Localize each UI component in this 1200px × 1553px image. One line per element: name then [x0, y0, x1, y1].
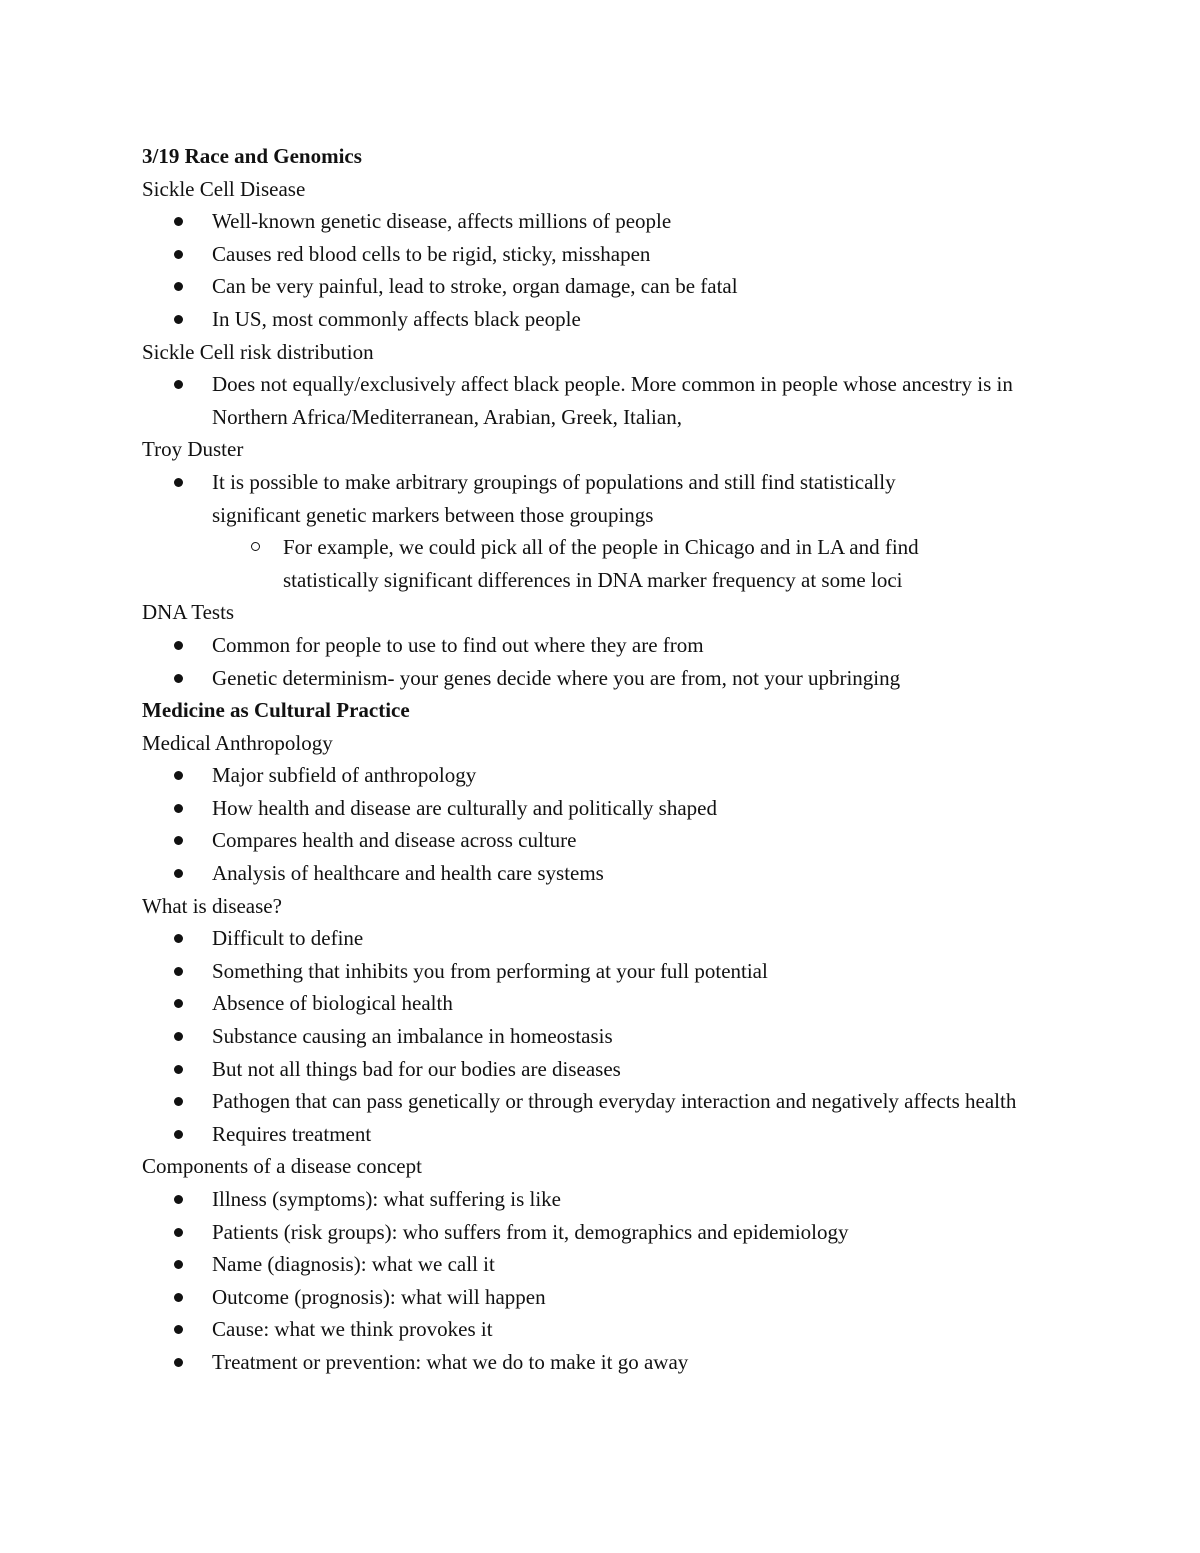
bullet-icon — [174, 315, 183, 324]
bullet-icon — [174, 1032, 183, 1041]
bullet-icon — [174, 1065, 183, 1074]
list-item — [142, 1248, 1082, 1281]
list-item — [142, 1085, 1042, 1118]
bullet-list — [142, 368, 1082, 433]
bullet-icon — [174, 836, 183, 845]
list-item — [142, 1281, 1082, 1314]
list-item — [142, 662, 1082, 695]
list-item-text: In US, most commonly affects black people — [212, 306, 581, 331]
bullet-icon — [174, 771, 183, 780]
list-item-text: Causes red blood cells to be rigid, sticky, misshapen — [212, 241, 651, 266]
list-item-text: But not all things bad for our bodies are diseases — [212, 1056, 621, 1081]
group-title: DNA Tests — [142, 600, 235, 625]
bullet-icon — [174, 934, 183, 943]
bullet-list — [142, 466, 1082, 531]
list-item — [142, 1216, 1082, 1249]
list-item — [142, 205, 1082, 238]
sub-bullet-list — [212, 531, 1082, 596]
list-item-text: Substance causing an imbalance in homeostasis — [212, 1024, 613, 1049]
bullet-icon — [174, 869, 183, 878]
bullet-list — [142, 205, 1082, 335]
list-item — [142, 1183, 1082, 1216]
list-item — [142, 1053, 1082, 1086]
bullet-icon — [174, 999, 183, 1008]
list-item-text: Does not equally/exclusively affect black people. More common in people whose ancestry is in Northern Africa/Mediterranean, Arabian, Greek, Italian, — [212, 372, 1013, 429]
bullet-icon — [174, 967, 183, 976]
list-item-text: Name (diagnosis): what we call it — [212, 1252, 495, 1277]
list-item-text: Illness (symptoms): what suffering is like — [212, 1187, 561, 1211]
list-item-text: Treatment or prevention: what we do to make it go away — [212, 1349, 689, 1374]
list-item — [142, 238, 1082, 271]
list-item-text: It is possible to make arbitrary groupings of populations and still find statistically significant genetic markers between those groupings — [212, 469, 896, 527]
list-item — [142, 629, 1082, 662]
list-item — [142, 955, 1082, 988]
group-title: What is disease? — [142, 893, 282, 918]
group-title: Troy Duster — [142, 437, 244, 462]
bullet-icon — [174, 1325, 183, 1334]
bullet-icon — [174, 1228, 183, 1237]
bullet-list — [142, 629, 1082, 694]
list-item-text: Well-known genetic disease, affects millions of people — [212, 209, 672, 234]
list-item — [142, 824, 1082, 857]
bullet-icon — [174, 217, 183, 226]
list-item — [142, 1313, 1082, 1346]
bullet-icon — [174, 804, 183, 813]
list-item-text: Can be very painful, lead to stroke, organ damage, can be fatal — [212, 274, 738, 299]
bullet-icon — [174, 1293, 183, 1302]
list-item-text: Genetic determinism- your genes decide where you are from, not your upbringing — [212, 665, 901, 690]
list-item — [142, 922, 1082, 955]
bullet-icon — [174, 1260, 183, 1269]
list-item-text: Major subfield of anthropology — [212, 763, 477, 788]
list-item-text: Requires treatment — [212, 1121, 372, 1146]
list-item — [142, 759, 1082, 792]
bullet-icon — [174, 1195, 183, 1204]
list-item-text: Cause: what we think provokes it — [212, 1317, 493, 1342]
sub-list-item — [212, 531, 1003, 596]
list-item-text: Common for people to use to find out where they are from — [212, 632, 704, 657]
bullet-list — [142, 759, 1082, 889]
group-title: Sickle Cell Disease — [142, 176, 306, 201]
list-item — [142, 857, 1082, 890]
bullet-list — [142, 1183, 1082, 1379]
group-title: Medical Anthropology — [142, 730, 333, 755]
bullet-icon — [174, 1097, 183, 1106]
document-page — [142, 140, 1082, 1379]
list-item-text: Compares health and disease across culture — [212, 828, 577, 853]
list-item-text: Pathogen that can pass genetically or through everyday interaction and negatively affects health — [212, 1089, 1017, 1114]
list-item-text: How health and disease are culturally and politically shaped — [212, 795, 717, 820]
list-item — [142, 987, 1082, 1020]
bullet-icon — [174, 282, 183, 291]
list-item — [142, 466, 972, 531]
group-title: Sickle Cell risk distribution — [142, 339, 374, 364]
bullet-icon — [174, 1358, 183, 1367]
list-item — [142, 1020, 1082, 1053]
bullet-icon — [174, 478, 183, 487]
bullet-list — [142, 922, 1082, 1150]
list-item — [142, 368, 1052, 433]
list-item — [142, 792, 1082, 825]
list-item-text: Analysis of healthcare and health care systems — [212, 861, 604, 886]
list-item-text: Difficult to define — [212, 926, 364, 951]
nested-list-wrapper — [142, 531, 1082, 596]
bullet-icon — [174, 641, 183, 650]
list-item-text: Something that inhibits you from performing at your full potential — [212, 958, 768, 983]
group-title: Components of a disease concept — [142, 1154, 422, 1179]
list-item — [142, 1346, 1082, 1379]
bullet-icon — [174, 380, 183, 389]
bullet-icon — [174, 674, 183, 683]
list-item — [142, 1118, 1082, 1151]
bullet-icon — [174, 250, 183, 259]
hollow-bullet-icon — [251, 542, 260, 551]
nested-list-container — [142, 531, 1082, 596]
section-heading: Medicine as Cultural Practice — [142, 698, 410, 723]
list-item-text: Patients (risk groups): who suffers from it, demographics and epidemiology — [212, 1219, 849, 1244]
bullet-icon — [174, 1130, 183, 1139]
section-heading: 3/19 Race and Genomics — [142, 144, 362, 168]
list-item — [142, 303, 1082, 336]
sub-list-item-text: For example, we could pick all of the people in Chicago and in LA and find statistically significant differences in DNA marker frequency at some loci — [283, 535, 919, 592]
list-item-text: Absence of biological health — [212, 991, 453, 1016]
list-item — [142, 270, 1082, 303]
list-item-text: Outcome (prognosis): what will happen — [212, 1284, 546, 1309]
